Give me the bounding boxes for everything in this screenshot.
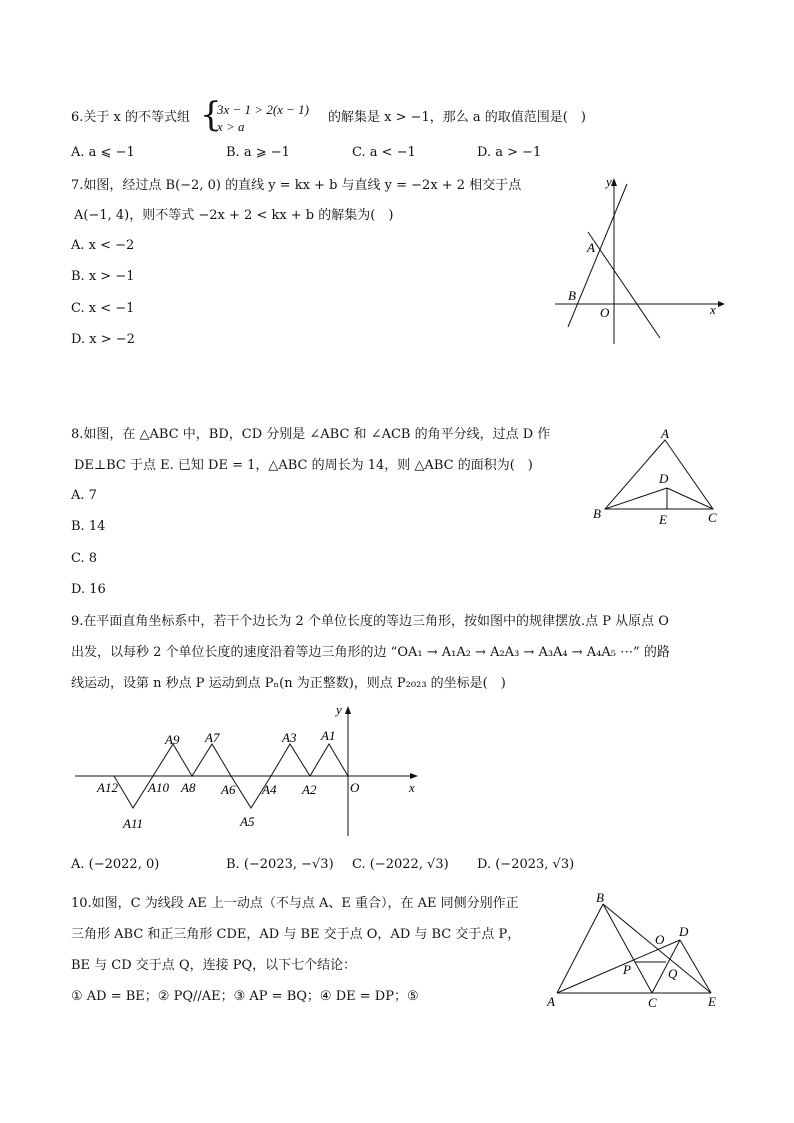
vertex-b-label: B [593, 506, 601, 521]
q8-option-d: D. 16 [71, 582, 106, 597]
label-a5: A5 [240, 814, 255, 829]
q7-line2: A(−1, 4)，则不等式 −2x + 2 < kx + b 的解集为( ) [74, 208, 394, 223]
x-axis-label: x [710, 302, 716, 317]
segment-de [680, 940, 711, 993]
label-a4: A4 [262, 782, 277, 797]
q7-option-d: D. x > −2 [71, 332, 135, 347]
origin-label: O [350, 780, 360, 795]
q6-option-d: D. a > −1 [477, 145, 542, 160]
q7-option-c: C. x < −1 [71, 301, 135, 316]
q6-option-b: B. a ⩾ −1 [226, 145, 290, 160]
y-axis-arrow [345, 706, 351, 714]
point-a-label: A [587, 240, 595, 255]
point-b-label: B [596, 890, 604, 905]
q10-line4: ① AD = BE；② PQ//AE；③ AP = BQ；④ DE = DP；⑤ [71, 989, 419, 1004]
label-a1: A1 [321, 728, 336, 743]
q10-line1: 10.如图，C 为线段 AE 上一动点（不与点 A、E 重合），在 AE 同侧分别作正 [71, 896, 519, 911]
q8-option-b: B. 14 [71, 519, 106, 534]
origin-label: O [600, 305, 610, 320]
q6-option-a: A. a ⩽ −1 [71, 145, 135, 160]
q7-option-a: A. x < −2 [71, 238, 135, 253]
q9-figure [70, 700, 430, 845]
q10-line2: 三角形 ABC 和正三角形 CDE，AD 与 BE 交于点 O，AD 与 BC 交于点 P， [71, 927, 521, 942]
label-a11: A11 [123, 816, 143, 831]
label-a6: A6 [221, 782, 236, 797]
x-axis-arrow [410, 773, 418, 779]
label-a7: A7 [205, 730, 220, 745]
q6-ineq2: x > a [217, 119, 245, 134]
point-d-label: D [659, 471, 669, 486]
x-axis-arrow [718, 301, 725, 307]
q7-option-b: B. x > −1 [71, 269, 135, 284]
y-axis-arrow [611, 178, 617, 186]
q8-option-c: C. 8 [71, 551, 98, 566]
q8-figure [585, 425, 735, 530]
q9-line1: 9.在平面直角坐标系中，若干个边长为 2 个单位长度的等边三角形，按如图中的规律摆放.点 P 从原点 O [71, 614, 669, 629]
label-a9: A9 [165, 732, 180, 747]
q6-ineq1: 3x − 1 > 2(x − 1) [217, 102, 310, 117]
point-q-label: Q [668, 966, 678, 981]
x-axis-label: x [409, 780, 415, 795]
label-a2: A2 [302, 782, 317, 797]
q6-prefix: 6.关于 x 的不等式组 [71, 110, 190, 125]
segment-bc [603, 904, 652, 993]
q9-option-d: D. (−2023, √3) [477, 857, 575, 872]
q9-option-a: A. (−2022, 0) [71, 857, 160, 872]
q8-option-a: A. 7 [71, 488, 97, 503]
q7-figure [550, 172, 730, 352]
q6-suffix: 的解集是 x > −1，那么 a 的取值范围是( ) [328, 110, 586, 125]
line-kx-b [568, 184, 627, 327]
y-axis-label: y [606, 174, 612, 189]
point-d-label: D [679, 924, 689, 939]
point-a-label: A [547, 994, 555, 1009]
point-b-label: B [568, 288, 576, 303]
label-a12: A12 [97, 780, 118, 795]
point-e-label: E [659, 512, 667, 527]
segment-ad [557, 940, 680, 993]
q9-line3: 线运动，设第 n 秒点 P 运动到点 Pₙ(n 为正整数)，则点 P₂₀₂₃ 的坐标是( ) [71, 676, 506, 691]
q10-figure [540, 888, 735, 1013]
q8-line1: 8.如图，在 △ABC 中，BD，CD 分别是 ∠ABC 和 ∠ACB 的角平分线，过点 D 作 [71, 427, 551, 442]
point-o-label: O [655, 932, 665, 947]
vertex-c-label: C [708, 510, 717, 525]
point-c-label: C [648, 995, 657, 1010]
system-brace: { [200, 95, 222, 135]
q10-line3: BE 与 CD 交于点 Q，连接 PQ，以下七个结论： [71, 958, 357, 973]
q9-option-c: C. (−2022, √3) [352, 857, 449, 872]
q9-option-b: B. (−2023, −√3) [226, 857, 334, 872]
q9-line2: 出发，以每秒 2 个单位长度的速度沿着等边三角形的边 “OA₁ → A₁A₂ → A₂A₃ → A₃A₄ → A₄A₅ ⋯” 的路 [71, 645, 670, 660]
vertex-a-label: A [661, 426, 669, 441]
label-a3: A3 [282, 730, 297, 745]
q8-line2: DE⊥BC 于点 E. 已知 DE = 1，△ABC 的周长为 14，则 △ABC 的面积为( ) [74, 458, 533, 473]
point-e-label: E [708, 994, 716, 1009]
label-a10: A10 [148, 780, 169, 795]
q7-line1: 7.如图，经过点 B(−2, 0) 的直线 y = kx + b 与直线 y = −2x + 2 相交于点 [71, 178, 522, 193]
line-neg2x-2 [588, 232, 660, 338]
label-a8: A8 [181, 780, 196, 795]
y-axis-label: y [336, 702, 342, 717]
segment-ab [557, 904, 603, 993]
q6-option-c: C. a < −1 [352, 145, 416, 160]
point-p-label: P [623, 962, 631, 977]
segment-be [603, 904, 711, 993]
